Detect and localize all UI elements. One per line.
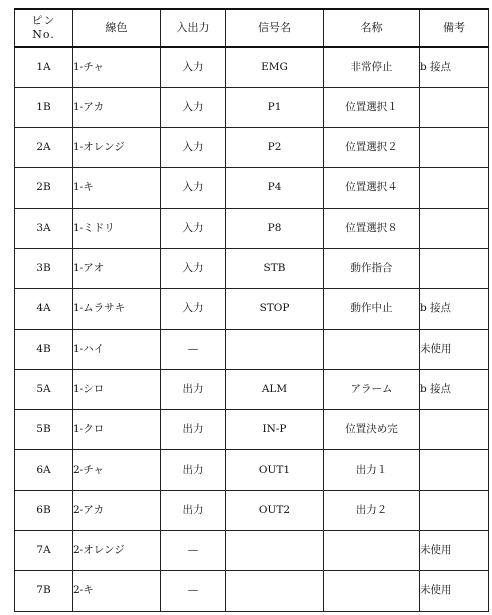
io-cell: 出力 (161, 490, 226, 530)
signal-cell: P2 (226, 128, 324, 168)
signal-cell: OUT1 (226, 450, 324, 490)
io-cell: 入力 (161, 128, 226, 168)
signal-cell: IN-P (226, 410, 324, 450)
signal-cell (226, 329, 324, 369)
table-row (15, 450, 489, 490)
io-cell: 入力 (161, 248, 226, 288)
name-cell: 位置決め完 (324, 410, 420, 450)
note-cell (420, 410, 489, 450)
signal-cell: STB (226, 248, 324, 288)
header-signal: 信号名 (226, 9, 324, 47)
name-cell: 出力１ (324, 450, 420, 490)
signal-cell: ALM (226, 369, 324, 409)
wire-color-cell: 1-チャ (73, 47, 161, 87)
pin-cell: 6A (15, 450, 73, 490)
header-name: 名称 (324, 9, 420, 47)
name-cell: 位置選択２ (324, 128, 420, 168)
signal-cell: P1 (226, 87, 324, 127)
pin-cell: 5A (15, 369, 73, 409)
header-note: 備考 (420, 9, 489, 47)
name-cell (324, 531, 420, 571)
name-cell: 動作指合 (324, 248, 420, 288)
name-cell: 位置選択８ (324, 208, 420, 248)
note-cell: 未使用 (420, 329, 489, 369)
wire-color-cell: 2-オレンジ (73, 531, 161, 571)
wire-color-cell: 2-チャ (73, 450, 161, 490)
header-pin-no (15, 9, 73, 47)
signal-cell: P4 (226, 168, 324, 208)
wire-color-cell: 1-ムラサキ (73, 289, 161, 329)
table-row (15, 128, 489, 168)
signal-cell: STOP (226, 289, 324, 329)
header-row (15, 9, 489, 47)
note-cell (420, 490, 489, 530)
pin-cell: 4B (15, 329, 73, 369)
note-cell: b 接点 (420, 47, 489, 87)
note-cell (420, 450, 489, 490)
signal-cell: EMG (226, 47, 324, 87)
wire-color-cell: 1-キ (73, 168, 161, 208)
pin-cell: 7A (15, 531, 73, 571)
pin-cell: 6B (15, 490, 73, 530)
note-cell: b 接点 (420, 369, 489, 409)
table-row (15, 369, 489, 409)
note-cell (420, 128, 489, 168)
io-cell: 入力 (161, 289, 226, 329)
note-cell (420, 87, 489, 127)
note-cell: b 接点 (420, 289, 489, 329)
table-header (15, 9, 489, 47)
wire-color-cell: 1-クロ (73, 410, 161, 450)
table-row (15, 531, 489, 571)
pin-cell: 1A (15, 47, 73, 87)
header-io: 入出力 (161, 9, 226, 47)
name-cell: 出力２ (324, 490, 420, 530)
signal-cell (226, 531, 324, 571)
table-row (15, 329, 489, 369)
name-cell (324, 571, 420, 611)
table-row (15, 87, 489, 127)
io-cell: — (161, 531, 226, 571)
io-cell: — (161, 329, 226, 369)
wire-color-cell: 2-アカ (73, 490, 161, 530)
table-row (15, 490, 489, 530)
name-cell: 位置選択１ (324, 87, 420, 127)
note-cell: 未使用 (420, 571, 489, 611)
note-cell (420, 168, 489, 208)
pin-cell: 3A (15, 208, 73, 248)
pin-cell: 7B (15, 571, 73, 611)
wire-color-cell: 2-キ (73, 571, 161, 611)
name-cell: 位置選択４ (324, 168, 420, 208)
pin-cell: 2A (15, 128, 73, 168)
note-cell (420, 208, 489, 248)
header-wire-color: 線色 (73, 9, 161, 47)
name-cell: 動作中止 (324, 289, 420, 329)
wire-color-cell: 1-アオ (73, 248, 161, 288)
wire-color-cell: 1-ミドリ (73, 208, 161, 248)
table-row (15, 208, 489, 248)
table-row (15, 47, 489, 87)
io-cell: 入力 (161, 47, 226, 87)
pin-assignment-table (14, 8, 489, 612)
pin-cell: 5B (15, 410, 73, 450)
table-row (15, 289, 489, 329)
table-row (15, 248, 489, 288)
name-cell (324, 329, 420, 369)
signal-cell: OUT2 (226, 490, 324, 530)
wire-color-cell: 1-ハイ (73, 329, 161, 369)
signal-cell: P8 (226, 208, 324, 248)
io-cell: 出力 (161, 450, 226, 490)
pin-assignment-sheet (14, 8, 488, 612)
note-cell: 未使用 (420, 531, 489, 571)
table-row (15, 410, 489, 450)
wire-color-cell: 1-アカ (73, 87, 161, 127)
note-cell (420, 248, 489, 288)
pin-cell: 4A (15, 289, 73, 329)
signal-cell (226, 571, 324, 611)
io-cell: 入力 (161, 208, 226, 248)
pin-cell: 1B (15, 87, 73, 127)
table-row (15, 571, 489, 611)
name-cell: アラーム (324, 369, 420, 409)
io-cell: — (161, 571, 226, 611)
table-row (15, 168, 489, 208)
pin-cell: 3B (15, 248, 73, 288)
io-cell: 入力 (161, 87, 226, 127)
io-cell: 入力 (161, 168, 226, 208)
header-pin-line1: ピン (31, 14, 56, 28)
name-cell: 非常停止 (324, 47, 420, 87)
io-cell: 出力 (161, 369, 226, 409)
header-pin-line2: No. (32, 28, 55, 41)
io-cell: 出力 (161, 410, 226, 450)
pin-cell: 2B (15, 168, 73, 208)
table-body (15, 47, 489, 611)
wire-color-cell: 1-オレンジ (73, 128, 161, 168)
wire-color-cell: 1-シロ (73, 369, 161, 409)
